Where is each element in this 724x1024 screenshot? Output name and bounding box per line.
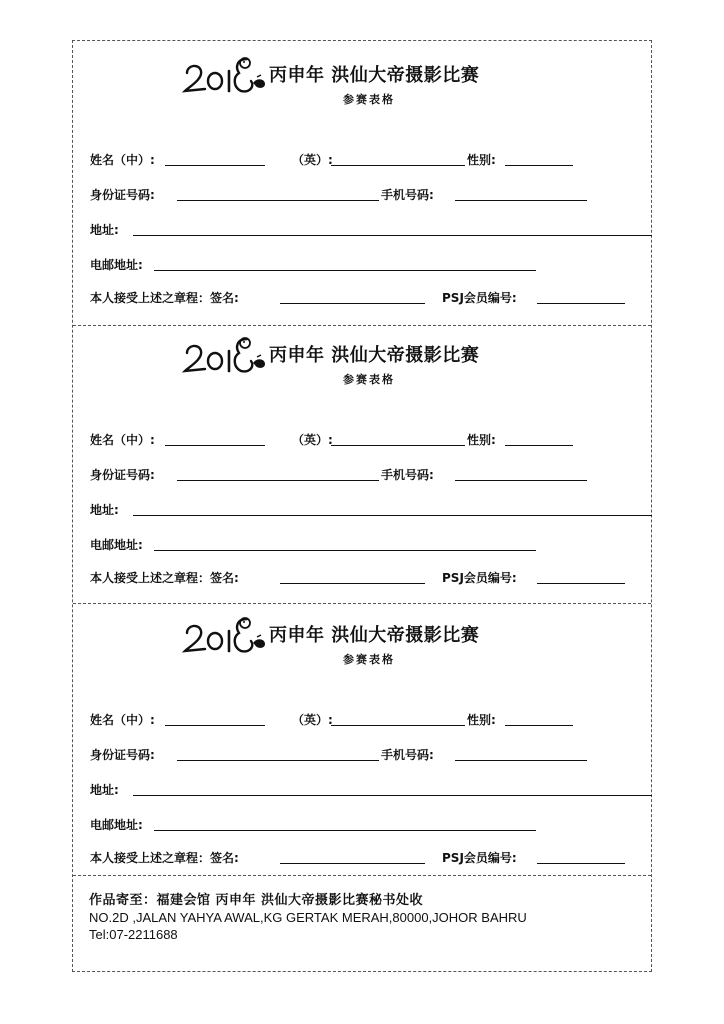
label-email: 电邮地址: [90, 258, 143, 272]
label-name-cn: 姓名（中）: [90, 153, 155, 167]
entry-form-3 [73, 601, 651, 881]
label-phone: 手机号码: [381, 188, 434, 202]
mailing-address-text: NO.2D ,JALAN YAHYA AWAL,KG GERTAK MERAH,80000,JOHOR BAHRU [89, 910, 527, 925]
label-name-en: （英）: [292, 713, 333, 727]
field-signature[interactable] [280, 583, 425, 584]
form-title: 丙申年 洪仙大帝摄影比赛 [269, 65, 480, 86]
cut-line [73, 875, 651, 876]
field-address[interactable] [133, 515, 652, 516]
label-name-en: （英）: [292, 153, 333, 167]
form-title: 丙申年 洪仙大帝摄影比赛 [269, 625, 480, 646]
field-phone[interactable] [455, 760, 587, 761]
field-address[interactable] [133, 795, 652, 796]
field-signature[interactable] [280, 303, 425, 304]
field-email[interactable] [154, 550, 536, 551]
label-address: 地址: [90, 783, 119, 797]
field-name-en[interactable] [331, 165, 465, 166]
field-ic-no[interactable] [177, 480, 379, 481]
entry-form-1 [73, 41, 651, 321]
form-header [181, 53, 541, 106]
label-address: 地址: [90, 223, 119, 237]
form-subtitle: 参赛表格 [343, 373, 395, 386]
field-gender[interactable] [505, 725, 573, 726]
label-ic-no: 身份证号码: [90, 188, 155, 202]
label-member-no: PSJ会员编号: [442, 571, 517, 585]
mailing-info [89, 889, 639, 942]
label-email: 电邮地址: [90, 818, 143, 832]
label-ic-no: 身份证号码: [90, 748, 155, 762]
label-accept-sign: 本人接受上述之章程：签名: [90, 291, 239, 305]
field-member-no[interactable] [537, 303, 625, 304]
monkey-2016-logo-icon [181, 613, 271, 655]
entry-form-2 [73, 321, 651, 601]
label-member-no: PSJ会员编号: [442, 291, 517, 305]
label-email: 电邮地址: [90, 538, 143, 552]
label-name-cn: 姓名（中）: [90, 433, 155, 447]
field-member-no[interactable] [537, 583, 625, 584]
monkey-2016-logo-icon [181, 333, 271, 375]
label-ic-no: 身份证号码: [90, 468, 155, 482]
field-gender[interactable] [505, 445, 573, 446]
telephone-text: Tel:07-2211688 [89, 927, 178, 942]
field-ic-no[interactable] [177, 760, 379, 761]
field-address[interactable] [133, 235, 652, 236]
field-gender[interactable] [505, 165, 573, 166]
label-member-no: PSJ会员编号: [442, 851, 517, 865]
label-address: 地址: [90, 503, 119, 517]
label-gender: 性别: [467, 433, 496, 447]
form-title: 丙申年 洪仙大帝摄影比赛 [269, 345, 480, 366]
field-name-en[interactable] [331, 725, 465, 726]
label-name-en: （英）: [292, 433, 333, 447]
field-member-no[interactable] [537, 863, 625, 864]
form-header [181, 613, 541, 666]
label-phone: 手机号码: [381, 748, 434, 762]
label-gender: 性别: [467, 713, 496, 727]
send-to-text: 作品寄至：福建会馆 丙申年 洪仙大帝摄影比赛秘书处收 [89, 893, 424, 908]
label-gender: 性别: [467, 153, 496, 167]
field-name-cn[interactable] [165, 165, 265, 166]
form-subtitle: 参赛表格 [343, 653, 395, 666]
field-phone[interactable] [455, 200, 587, 201]
field-ic-no[interactable] [177, 200, 379, 201]
field-name-cn[interactable] [165, 445, 265, 446]
label-name-cn: 姓名（中）: [90, 713, 155, 727]
field-signature[interactable] [280, 863, 425, 864]
label-accept-sign: 本人接受上述之章程：签名: [90, 851, 239, 865]
field-name-en[interactable] [331, 445, 465, 446]
monkey-2016-logo-icon [181, 53, 271, 95]
form-subtitle: 参赛表格 [343, 93, 395, 106]
field-email[interactable] [154, 270, 536, 271]
field-phone[interactable] [455, 480, 587, 481]
form-header [181, 333, 541, 386]
field-name-cn[interactable] [165, 725, 265, 726]
label-accept-sign: 本人接受上述之章程：签名: [90, 571, 239, 585]
label-phone: 手机号码: [381, 468, 434, 482]
field-email[interactable] [154, 830, 536, 831]
entry-form-sheet [72, 40, 652, 972]
